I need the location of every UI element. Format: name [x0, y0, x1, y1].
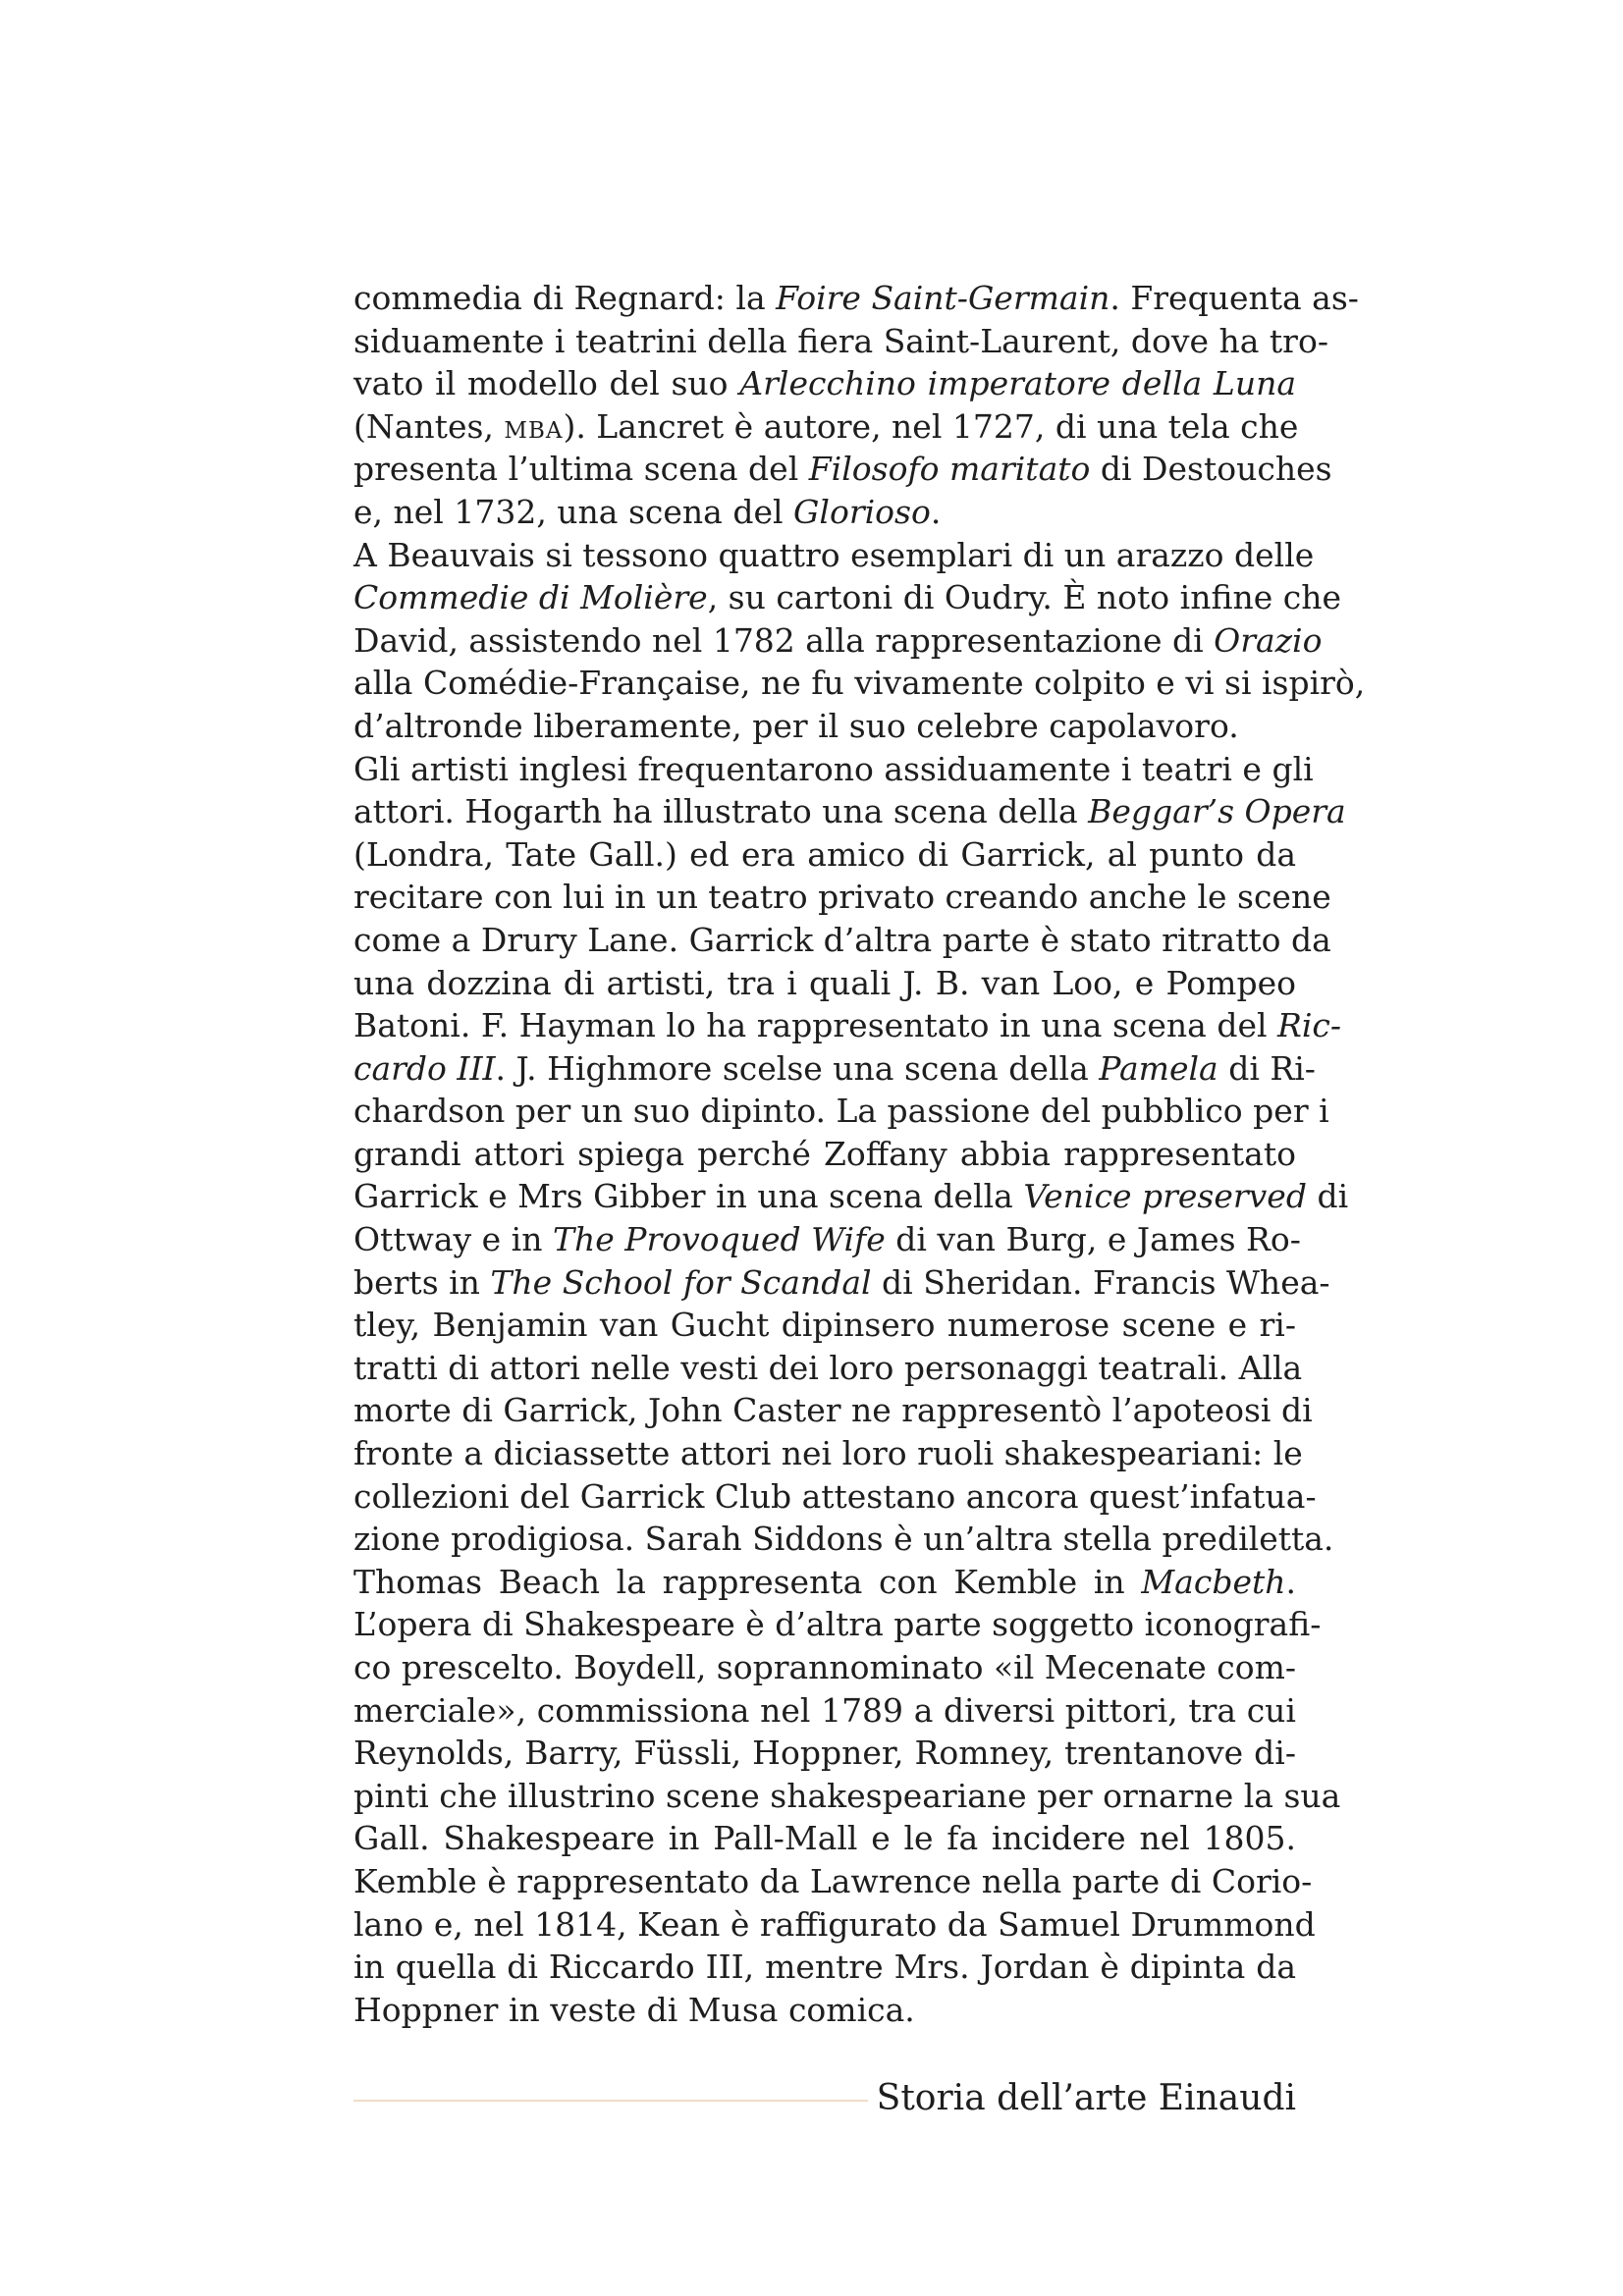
text-line: [353, 448, 1332, 491]
text-line: [353, 962, 1296, 1005]
text-line: [353, 1860, 1313, 1903]
text-run: attori. Hogarth ha illustrato una scena della: [353, 792, 1089, 831]
text-run: ). Lancret è autore, nel 1727, di una tela che: [563, 406, 1299, 446]
text-run: .: [930, 492, 942, 531]
italic-title: Venice preserved: [1023, 1177, 1307, 1216]
text-line: [353, 1090, 1329, 1133]
text-line: [353, 1603, 1322, 1646]
text-run: lano e, nel 1814, Kean è raffigurato da Samuel Drummond: [353, 1904, 1316, 1944]
text-run: di van Burg, e James Ro-: [885, 1220, 1301, 1259]
text-line: [353, 1518, 1334, 1561]
italic-title: Foire Saint-Germain: [776, 279, 1110, 317]
text-line: [353, 534, 1315, 577]
text-run: . J. Highmore scelse una scena della: [495, 1048, 1100, 1088]
text-line: [353, 491, 1296, 534]
text-run: Batoni. F. Hayman lo ha rappresentato in una scena del: [353, 1006, 1278, 1045]
text-run: Gall. Shakespeare in Pall-Mall e le fa incidere nel 1805.: [353, 1819, 1296, 1858]
text-run: A Beauvais si tessono quattro esemplari di un arazzo delle: [353, 535, 1315, 574]
text-run: di Sheridan. Francis Whea-: [871, 1262, 1330, 1302]
text-line: [353, 1218, 1301, 1261]
text-run: .: [1285, 1562, 1296, 1601]
text-run: come a Drury Lane. Garrick d’altra parte è stato ritratto da: [353, 920, 1331, 959]
italic-title: The Provoqued Wife: [552, 1220, 886, 1259]
text-line: [353, 1775, 1341, 1818]
text-line: [353, 790, 1346, 833]
text-run: grandi attori spiega perché Zoffany abbia rappresentato: [353, 1134, 1296, 1173]
text-line: [353, 662, 1366, 705]
text-line: [353, 1732, 1296, 1775]
text-run: Ottway e in: [353, 1220, 553, 1259]
text-line: [353, 405, 1299, 449]
text-line: [353, 1304, 1296, 1347]
text-line: [353, 320, 1328, 363]
text-line: [353, 1903, 1316, 1947]
text-run: berts in: [353, 1262, 491, 1302]
text-line: [353, 1175, 1349, 1218]
text-run: chardson per un suo dipinto. La passione del pubblico per i: [353, 1092, 1329, 1131]
text-line: [353, 1004, 1342, 1047]
text-run: di Destouches: [1090, 450, 1332, 489]
text-run: e, nel 1732, una scena del: [353, 492, 794, 531]
text-run: una dozzina di artisti, tra i quali J. B. van Loo, e Pompeo: [353, 963, 1296, 1002]
text-run: morte di Garrick, John Caster ne rappresentò l’apoteosi di: [353, 1391, 1313, 1430]
italic-title: Glorioso: [793, 492, 931, 531]
text-line: [353, 1817, 1296, 1860]
text-run: vato il modello del suo: [353, 364, 740, 403]
italic-title: Arlecchino imperatore della Luna: [739, 364, 1297, 403]
text-line: [353, 705, 1296, 748]
italic-title: cardo III: [353, 1048, 496, 1088]
text-run: L’opera di Shakespeare è d’altra parte soggetto iconografi-: [353, 1605, 1322, 1644]
text-line: [353, 1475, 1317, 1519]
italic-title: Filosofo maritato: [808, 450, 1091, 489]
text-line: [353, 833, 1296, 877]
text-line: [353, 1432, 1303, 1475]
text-run: presenta l’ultima scena del: [353, 450, 809, 489]
text-run: Kemble è rappresentato da Lawrence nella parte di Corio-: [353, 1861, 1313, 1900]
text-run: Gli artisti inglesi frequentarono assiduamente i teatri e gli: [353, 749, 1314, 788]
page-footer: [353, 2069, 1296, 2128]
text-line: [353, 277, 1359, 320]
text-run: alla Comédie-Française, ne fu vivamente colpito e vi si ispirò,: [353, 664, 1366, 703]
text-line: [353, 619, 1323, 663]
text-line: [353, 1646, 1296, 1689]
footer-rule: [353, 2100, 868, 2102]
text-line: [353, 919, 1331, 962]
text-line: [353, 1989, 1296, 2032]
italic-title: Pamela: [1099, 1048, 1218, 1088]
text-run: Hoppner in veste di Musa comica.: [353, 1990, 915, 2029]
text-run: (Nantes,: [353, 406, 505, 446]
text-line: [353, 576, 1342, 619]
text-line: [353, 1561, 1296, 1604]
text-run: in quella di Riccardo III, mentre Mrs. Jordan è dipinta da: [353, 1948, 1296, 1987]
text-run: co prescelto. Boydell, soprannominato «il Mecenate com-: [353, 1648, 1297, 1686]
body-text: [353, 277, 1366, 2031]
text-run: d’altronde liberamente, per il suo celebre capolavoro.: [353, 706, 1239, 745]
text-line: [353, 1389, 1313, 1432]
italic-title: Commedie di Molière: [353, 578, 708, 617]
text-run: pinti che illustrino scene shakespeariane per ornarne la sua: [353, 1776, 1341, 1815]
italic-title: Ric-: [1277, 1006, 1342, 1045]
text-run: tley, Benjamin van Gucht dipinsero numerose scene e ri-: [353, 1306, 1296, 1345]
text-line: [353, 748, 1314, 791]
text-line: [353, 1946, 1296, 1989]
abbreviation: mba: [504, 406, 564, 446]
text-run: Thomas Beach la rappresenta con Kemble in: [353, 1562, 1142, 1601]
text-run: fronte a diciassette attori nei loro ruoli shakespeariani: le: [353, 1434, 1303, 1473]
text-line: [353, 1047, 1316, 1091]
text-line: [353, 1689, 1296, 1733]
text-line: [353, 876, 1331, 919]
italic-title: Macbeth: [1141, 1562, 1286, 1601]
text-run: di: [1306, 1177, 1349, 1216]
text-line: [353, 1347, 1303, 1390]
text-run: di Ri-: [1217, 1048, 1316, 1088]
italic-title: The School for Scandal: [490, 1262, 872, 1302]
text-run: siduamente i teatrini della fiera Saint-Laurent, dove ha tro-: [353, 321, 1328, 360]
text-run: tratti di attori nelle vesti dei loro personaggi teatrali. Alla: [353, 1348, 1303, 1387]
text-line: [353, 1261, 1330, 1305]
text-run: . Frequenta as-: [1109, 279, 1359, 317]
italic-title: Orazio: [1214, 620, 1323, 660]
text-run: commedia di Regnard: la: [353, 279, 777, 317]
text-run: Garrick e Mrs Gibber in una scena della: [353, 1177, 1024, 1216]
text-run: , su cartoni di Oudry. È noto infine che: [707, 578, 1342, 617]
text-line: [353, 362, 1296, 405]
text-run: recitare con lui in un teatro privato creando anche le scene: [353, 878, 1331, 917]
text-run: (Londra, Tate Gall.) ed era amico di Garrick, al punto da: [353, 834, 1296, 874]
text-run: Reynolds, Barry, Füssli, Hoppner, Romney, trentanove di-: [353, 1734, 1296, 1773]
footer-title: Storia dell’arte Einaudi: [876, 2078, 1296, 2118]
text-run: zione prodigiosa. Sarah Siddons è un’altra stella prediletta.: [353, 1520, 1334, 1559]
text-run: merciale», commissiona nel 1789 a diversi pittori, tra cui: [353, 1690, 1296, 1730]
text-line: [353, 1133, 1296, 1176]
text-run: collezioni del Garrick Club attestano ancora quest’infatua-: [353, 1476, 1317, 1516]
text-run: David, assistendo nel 1782 alla rappresentazione di: [353, 620, 1215, 660]
italic-title: Beggar’s Opera: [1088, 792, 1346, 831]
